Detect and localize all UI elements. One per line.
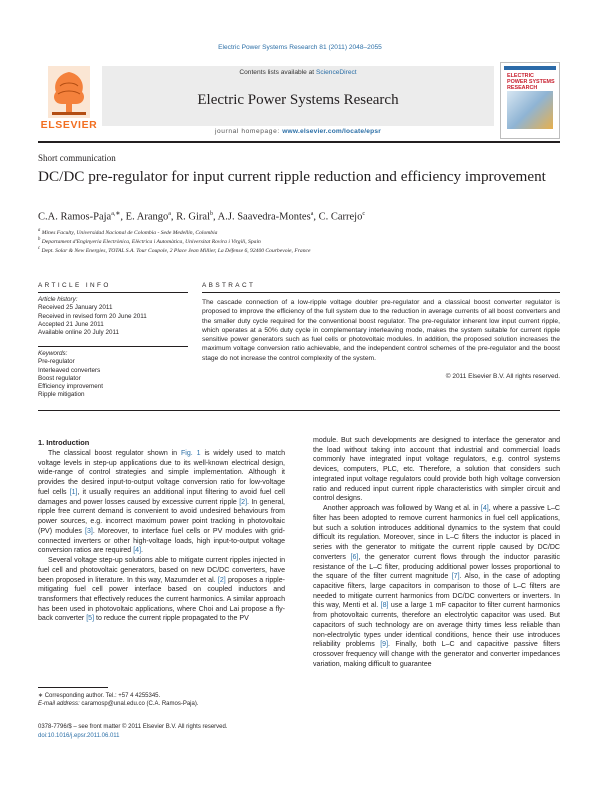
body-text-run: . [141, 547, 143, 555]
corresponding-author-note: ∗ Corresponding author. Tel.: +57 4 4255345. [38, 693, 161, 699]
affiliation-text: Dept. Solar & New Energies, TOTAL S.A. Tour Coupole, 2 Place Jean Millier, La Défense 6, 92400 Courbevoie, France [41, 247, 311, 254]
article-title: DC/DC pre-regulator for input current ripple reduction and efficiency improvement [38, 168, 546, 185]
keyword: Boost regulator [38, 374, 81, 382]
citation-link[interactable]: [8] [380, 602, 389, 610]
body-text-run: use a large 1 mF capacitor to filter current harmonics from photovoltaic currents, therefore an electrolytic capacitor was used. But capacitors of such technology are on average thirty times less reliable than non-electrolytic types under identical conditions, hence their use introduces reliability problems [313, 602, 560, 649]
history-item: Available online 20 July 2011 [38, 329, 119, 337]
email-note [38, 701, 199, 707]
doi-text[interactable]: doi:10.1016/j.epsr.2011.06.011 [38, 733, 120, 739]
article-info-rule [38, 292, 188, 293]
homepage-label: journal homepage: [214, 128, 283, 135]
keywords-label: Keywords: [38, 350, 68, 357]
publisher-name: ELSEVIER [40, 119, 98, 131]
body-text-run: . Also, in the case of adopting capacitive filters, large capacitors in comparison to those of L–C filters are needed to mitigate current harmonics from DC/DC converters or inverters. In this way, Menti et al. [313, 573, 560, 610]
history-item: Received in revised form 20 June 2011 [38, 312, 147, 320]
body-text-run: , the generator current flows through the inductor parasitic resistance of the L–C filter, producing additional power losses proportional to the square of the filter current magnitude [313, 553, 560, 581]
affiliation [38, 237, 558, 245]
section-type: Short communication [38, 153, 116, 163]
body-text-run: is widely used to match voltage levels in step-up applications due to its well-known electrical design, wide-range of control strategies and simple implementation. Although it provides the desired input-to-output voltage conversion ratio for low-voltage fuel cells [38, 450, 285, 496]
section-heading: 1. Introduction [38, 438, 90, 447]
affiliation-mark: c [38, 246, 41, 251]
citation-link[interactable]: [6] [350, 553, 359, 561]
body-paragraph: module. But such developments are designed to interface the generator and the load without taking into account that industrial and commercial loads commonly have integrated input voltage regulators, e.g. control systems devices, computers, PLC, etc. Therefore, a solution that considers such integrated input voltage regulators could provide both high voltage conversion ratio and reduced input current ripple characteristics with simpler circuit and control designs. [313, 437, 560, 503]
copyright: © 2011 Elsevier B.V. All rights reserved. [445, 373, 560, 380]
cover-image [507, 91, 553, 129]
body-column-right [313, 436, 560, 774]
author-name[interactable]: R. Giral [176, 211, 210, 223]
author-name[interactable]: C.A. Ramos-Paja [38, 211, 112, 223]
abstract-rule [202, 292, 560, 293]
journal-title: Electric Power Systems Research [197, 92, 399, 108]
keywords [38, 350, 188, 400]
citation-link[interactable]: [2] [239, 498, 248, 506]
affiliation-mark: a [38, 228, 41, 233]
info-divider [38, 346, 188, 347]
body-text-run: Several voltage step-up solutions able to mitigate current ripples injected in fuel cell and photovoltaic generators, based on new DC/DC converters, have been proposed in literature. In this way, Mazumder et al. [38, 557, 285, 584]
body-text-run: , it usually requires an additional input filtering to avoid fuel cell damages and power losses caused by excessive current ripple [38, 488, 285, 506]
citation-link[interactable]: [1] [69, 488, 78, 496]
elsevier-tree-icon [48, 66, 90, 118]
article-history [38, 296, 188, 337]
body-text-run: The classical boost regulator shown in [48, 450, 181, 457]
author-affil-mark[interactable]: b [209, 211, 213, 217]
keyword: Pre-regulator [38, 358, 75, 366]
abstract-bottom-rule [38, 410, 560, 411]
body-paragraph [38, 556, 285, 624]
citation-link[interactable]: [4] [480, 505, 489, 513]
email-address[interactable]: caramosp@unal.edu.co (C.A. Ramos-Paja). [79, 701, 199, 707]
author-list: C.A. Ramos-Paja$^{a,∗}$, E. Arango$^a$, R. Giral$^b$, A.J. Saavedra-Montes$^a$, C. Carrejo$^c$ [38, 211, 366, 223]
article-info-heading: ARTICLE INFO [38, 282, 111, 289]
author-name[interactable]: A.J. Saavedra-Montes [217, 211, 311, 223]
masthead [38, 62, 560, 139]
citation-link[interactable]: [3] [85, 527, 93, 535]
contents-line [102, 69, 494, 76]
affiliation-text: Mines Faculty, Universidad Nacional de Colombia - Sede Medellín, Colombia [41, 229, 218, 236]
abstract-text: The cascade connection of a low-ripple voltage doubler pre-regulator and a classical boost converter regulator is proposed to improve the efficiency of the full system due to the reduction in average currents of all boost converters and the smaller duty cycle required for the conventional boost regulator. The pre-regulator inherent low input current ripple, which operates at a 50% duty cycle in complementary interleaving mode, makes the system suitable for current ripple sensitive power generators such as fuel cells or photovoltaic modules. In addition, the proposed solution increases the maximum voltage conversion ratio achievable, and the independent control schemes of the pre-regulator and the boost stage do not increase the control complexity of the system. [202, 299, 560, 362]
affiliation [38, 228, 558, 236]
header-rule [38, 141, 560, 143]
history-item: Accepted 21 June 2011 [38, 320, 104, 328]
author-affil-mark[interactable]: a [168, 211, 171, 217]
affiliation-mark: b [38, 237, 41, 242]
affiliation-text: Departament d'Enginyeria Electrònica, Elèctrica i Automàtica, Universitat Rovira i Virgili, Spain [41, 238, 261, 245]
issn-line: 0378-7796/$ – see front matter © 2011 Elsevier B.V. All rights reserved. [38, 724, 228, 730]
email-label: E-mail address: [38, 701, 80, 707]
body-text-run: to reduce the current ripple propagated to the PV [94, 615, 249, 623]
homepage-link[interactable]: www.elsevier.com/locate/epsr [282, 128, 382, 135]
abstract-heading: ABSTRACT [202, 282, 256, 289]
author-name[interactable]: E. Arango [125, 211, 169, 223]
body-text-run: . In general, ripple free current demand is convenient to avoid undesired behaviours from power sources, e.g. incorrect maximum power point tracking in photovoltaic (PV) modules [38, 498, 285, 535]
citation-link[interactable]: [4] [133, 547, 142, 555]
body-text-run: . Moreover, to interface fuel cells or PV modules with grid-connected inverters or other high-voltage loads, high input-to-output voltage conversion ratios are required [38, 527, 285, 555]
journal-homepage [102, 128, 494, 135]
author-affil-mark[interactable]: a [310, 211, 314, 217]
contents-prefix: Contents lists available at [239, 69, 316, 76]
affiliation [38, 246, 558, 254]
keyword: Ripple mitigation [38, 391, 85, 399]
body-text-run: proposes a ripple-mitigating fuel cell power interface based on coupled inductors and transformers that effectively reduces the current harmonics. A similar approach has been used in photovoltaic applications, where Choi and Lai propose a fly-back converter [38, 576, 285, 623]
journal-cover[interactable] [500, 62, 560, 139]
citation-link[interactable]: [9] [380, 641, 389, 649]
keyword: Interleaved converters [38, 366, 101, 374]
doi-link[interactable] [38, 733, 120, 739]
author-affil-mark[interactable]: a,∗ [111, 211, 121, 217]
body-column-left [38, 449, 285, 679]
journal-band [102, 66, 494, 126]
citation-link[interactable]: [2] [217, 576, 226, 584]
citation-link[interactable]: [7] [451, 573, 460, 581]
keyword: Efficiency improvement [38, 383, 103, 391]
journal-reference[interactable]: Electric Power Systems Research 81 (2011) 2048–2055 [218, 44, 382, 51]
body-paragraph [38, 449, 285, 556]
footnote-rule [38, 687, 108, 688]
body-text-run: . Finally, both L–C and capacitive passive filters crossover frequency will change with the generator and converter impedances variation, making difficult to guarantee [313, 641, 560, 668]
cover-title: ELECTRIC POWER SYSTEMS RESEARCH [507, 73, 555, 91]
elsevier-logo[interactable] [38, 62, 100, 137]
history-item: Received 25 January 2011 [38, 304, 113, 312]
sciencedirect-link[interactable]: ScienceDirect [315, 69, 357, 76]
body-text-run: Another approach was followed by Wang et al. in [323, 505, 481, 513]
body-paragraph [313, 504, 560, 669]
history-label: Article history: [38, 296, 78, 303]
author-name[interactable]: C. Carrejo [318, 211, 363, 223]
figure-ref-link[interactable]: Fig. 1 [181, 450, 201, 457]
body-text-run: , where a passive L–C filter has been adopted to remove current harmonics in fuel cell applications, but such a solution introduces additional dynamics to the system that could difficult its regulation. Moreover, since in L–C filters the inductor is placed in series with the generator to mitigate the current ripple caused by DC/DC converters [313, 505, 560, 561]
cover-bar [504, 66, 556, 70]
author-affil-mark[interactable]: c [362, 211, 366, 217]
citation-link[interactable]: [5] [86, 615, 95, 623]
